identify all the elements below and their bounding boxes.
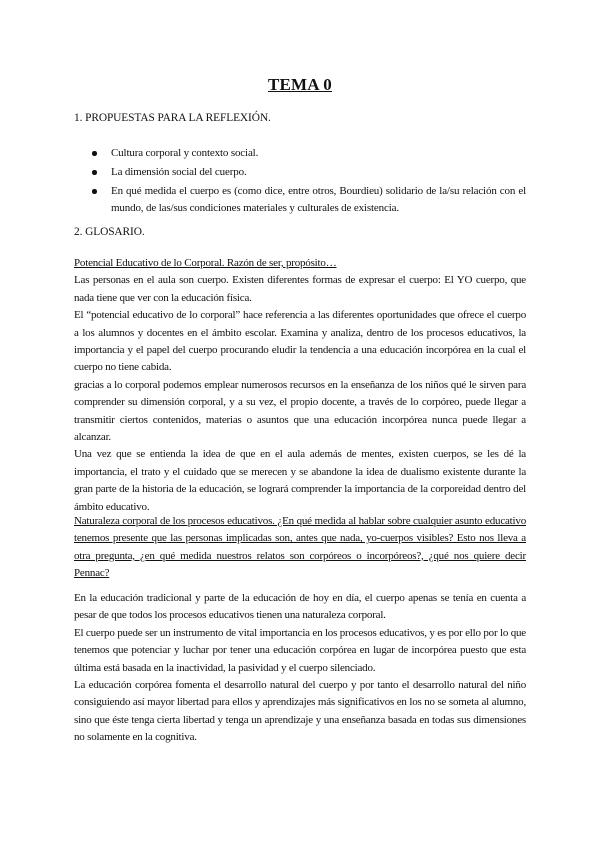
document-title: TEMA 0 <box>267 75 332 94</box>
paragraph: Una vez que se entienda la idea de que en el aula además de mentes, existen cuerpos, se les dé la importancia, el trato y el cuidado que se merecen y se abandone la idea de dualismo existente durante la gran parte de la historia de la educación, se logrará comprender la importancia de la corporeidad dentro del ámbito educativo. <box>74 448 526 513</box>
paragraph: gracias a lo corporal podemos emplear numerosos recursos en la enseñanza de los niños qué le sirven para comprender su dimensión corporal, y a su vez, el propio docente, a través de lo corpóreo, puede llegar a transmitir ciertos contenidos, materias o asuntos que una educación incorpórea nunca puede llegar a alcanzar. <box>74 378 526 444</box>
glossary-entry-naturaleza <box>74 513 526 583</box>
bullet-item: La dimensión social del cuerpo. <box>74 164 526 181</box>
glossary-entry-potencial <box>74 255 526 516</box>
bullet-item: Cultura corporal y contexto social. <box>74 145 526 162</box>
paragraph: Las personas en el aula son cuerpo. Existen diferentes formas de expresar el cuerpo: El YO cuerpo, que nada tiene que ver con la educación física. <box>74 274 526 304</box>
glossary-term: Naturaleza corporal de los procesos educativos. ¿En qué medida al hablar sobre cualquier asunto educativo tenemos presente que las personas implicadas son, antes que nada, yo-cuerpos visibles? Esto nos lleva a otra pregunta, ¿en qué medida nuestros relatos son corpóreos o incorpóreos?, ¿qué nos quiere decir Pennac? <box>74 515 526 580</box>
glossary-term: Potencial Educativo de lo Corporal. Razón de ser, propósito… <box>74 257 337 269</box>
paragraph: El cuerpo puede ser un instrumento de vital importancia en los procesos educativos, y es por ello por lo que tenemos que potenciar y luchar por tener una educación corpórea en lugar de incorpórea puesto que esta última está basada en la inactividad, la pasividad y el cuerpo silenciado. <box>74 626 526 674</box>
bullet-item: En qué medida el cuerpo es (como dice, entre otros, Bourdieu) solidario de la/su relación con el mundo, de las/sus condiciones materiales y culturales de existencia. <box>74 183 526 217</box>
section-heading-glosario: 2. GLOSARIO. <box>74 226 145 238</box>
paragraph: La educación corpórea fomenta el desarrollo natural del cuerpo y por tanto el desarrollo natural del niño consiguiendo así mayor libertad para ellos y aprendizajes más significativos en los no se someta al alumno, sino que éste tenga cierta libertad y tenga un aprendizaje y una enseñanza basada en todas sus dimensiones no solamente en la cognitiva. <box>74 679 526 744</box>
glossary-entry-naturaleza-body <box>74 590 526 747</box>
paragraph: En la educación tradicional y parte de la educación de hoy en día, el cuerpo apenas se tenía en cuenta a pesar de que todos los procesos educativos tienen una naturaleza corporal. <box>74 592 526 622</box>
section-heading-reflexion: 1. PROPUESTAS PARA LA REFLEXIÓN. <box>74 112 271 124</box>
reflection-bullet-list <box>74 145 526 219</box>
paragraph: El “potencial educativo de lo corporal” hace referencia a las diferentes oportunidades que ofrece el cuerpo a los alumnos y docentes en el ámbito escolar. Examina y analiza, dentro de los procesos educativos, la importancia y el papel del cuerpo procurando eludir la tendencia a una educación incorpórea en la cual el cuerpo no tiene cabida. <box>74 309 526 374</box>
